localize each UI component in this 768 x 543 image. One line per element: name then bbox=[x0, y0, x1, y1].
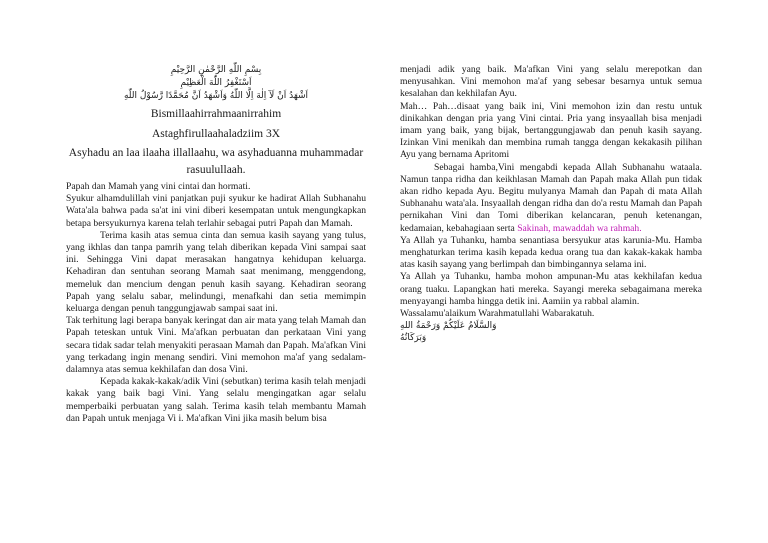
latin-basmala: Bismillaahirrahmaanirrahim bbox=[150, 108, 282, 120]
thanks-paragraph: Terima kasih atas semua cinta dan semua kasih sayang yang tulus, yang ikhlas dan tanpa pamrih yang telah diberikan kepada Vini sampai saat ini. Sehingga Vini dapat merasakan hangatnya kehidupan keluarga. Kehadiran dan sentuhan seorang Mamah saat menimang, menggendong, memeluk dan mencium dengan penuh kasih sayang. Kehadiran seorang Papah yang selalu sabar, melindungi, menafkahi dan setia memimpin keluarga dengan penuh tanggungjawab sampai saat ini. bbox=[66, 229, 366, 315]
siblings-continued-paragraph: menjadi adik yang baik. Ma'afkan Vini yang selalu merepotkan dan menyusahkan. Vini memohon ma'af yang sebesar besarnya untuk semua kesalahan dan kekhilafan Ayu. bbox=[400, 64, 702, 100]
latin-istighfar: Astaghfirullaahaladziim 3X bbox=[151, 128, 281, 140]
siblings-paragraph: Kepada kakak-kakak/adik Vini (sebutkan) terima kasih telah menjadi kakak yang baik bagi Vini. Yang selalu mengingatkan agar selalu memperbaiki perbuatan yang salah. Terima kasih telah membantu Mamah dan Papah untuk menjaga Vi i. Ma'afkan Vini jika masih belum bisa bbox=[66, 376, 366, 424]
left-column bbox=[66, 64, 366, 425]
latin-shahada: Asyhadu an laa ilaaha illallaahu, wa asyhaduanna muhammadar rasuulullaah. bbox=[68, 147, 364, 176]
arabic-shahada: اَشْهَدُ اَنْ لَآ اِلٰهَ اِلَّا اللّٰهُ وَاَشْهَدُ اَنَّ مُحَمَّدًا رَّسُوْلُ اللّٰهِ bbox=[123, 91, 309, 101]
right-column bbox=[400, 64, 702, 344]
greeting-paragraph: Papah dan Mamah yang vini cintai dan hormati. bbox=[66, 181, 251, 192]
servant-text: Sebagai hamba,Vini mengabdi kepada Allah Subhanahu wataala. Namun tanpa ridha dan keikhlasan Mamah dan Papah maka Allah pun tidak akan ridho kepada Ayu. Begitu mulyanya Mamah dan Papah di mata Allah Subhanahu wata'ala. Insyaallah dengan ridha dan do'a restu Mamah dan Papah pernikahan Vini dan Tomi diberikan kelancaran, penuh ketenangan, kedamaian, kebahagiaan serta bbox=[400, 161, 702, 234]
prayer-gratitude-paragraph: Ya Allah ya Tuhanku, hamba senantiasa bersyukur atas karunia-Mu. Hamba menghaturkan terima kasih kepada kedua orang tua dan kakak-kakak hamba atas kasih sayang yang berlimpah dan bimbingannya selama ini. bbox=[400, 234, 702, 271]
apology-paragraph: Tak terhitung lagi berapa banyak keringat dan air mata yang telah Mamah dan Papah teteskan untuk Vini. Ma'afkan perbuatan dan perkataan Vini yang secara tidak sadar telah menyakiti perasaan Mamah dan Papah. Ma'afkan Vini yang terkadang ingin menang sendiri. Vini memohon ma'af yang sedalam-dalamnya atas semua kekhilafan dan dosa Vini. bbox=[66, 315, 366, 376]
closing-arabic: وَالسَّلَامُ عَلَيْكُمْ وَرَحْمَةُ اللهِ وَبَرَكَاتُهُ bbox=[400, 321, 497, 344]
servant-paragraph bbox=[400, 162, 702, 235]
arabic-basmala: بِسْمِ اللّٰهِ الرَّحْمٰنِ الرَّحِيْمِ bbox=[170, 65, 262, 75]
gratitude-paragraph: Syukur alhamdulillah vini panjatkan puji syukur ke hadirat Allah Subhanahu Wata'ala bahwa pada sa'at ini vini diberi kesempatan untuk mengungkapkan betapa bersyukurnya karena telah terlahir sebagai putri Papah dan Mamah. bbox=[66, 193, 366, 229]
arabic-istighfar: اَسْتَغْفِرُ اللّٰهَ الْعَظِيْمِ bbox=[180, 78, 252, 88]
sakinah-highlight: Sakinah, mawaddah wa rahmah. bbox=[517, 222, 642, 234]
prayer-forgiveness-paragraph: Ya Allah ya Tuhanku, hamba mohon ampunan-Mu atas kekhilafan kedua orang tuaku. Lapangkan hati mereka. Sayangi mereka sebagaimana mereka menyayangi hamba hingga detik ini. Aamiin ya rabbal alamin. bbox=[400, 271, 702, 307]
closing-salam: Wassalamu'alaikum Warahmatullahi Wabarakatuh. bbox=[400, 308, 595, 320]
blessing-request-paragraph: Mah… Pah…disaat yang baik ini, Vini memohon izin dan restu untuk dinikahkan dengan pria yang Vini cintai. Pria yang insyaallah bisa menjadi imam yang baik, yang bijak, bertanggungjawab dan penuh kasih sayang. Izinkan Vini menikah dan membina rumah tangga dengan kekakasih pilihan Ayu yang bernama Apritomi bbox=[400, 100, 702, 161]
